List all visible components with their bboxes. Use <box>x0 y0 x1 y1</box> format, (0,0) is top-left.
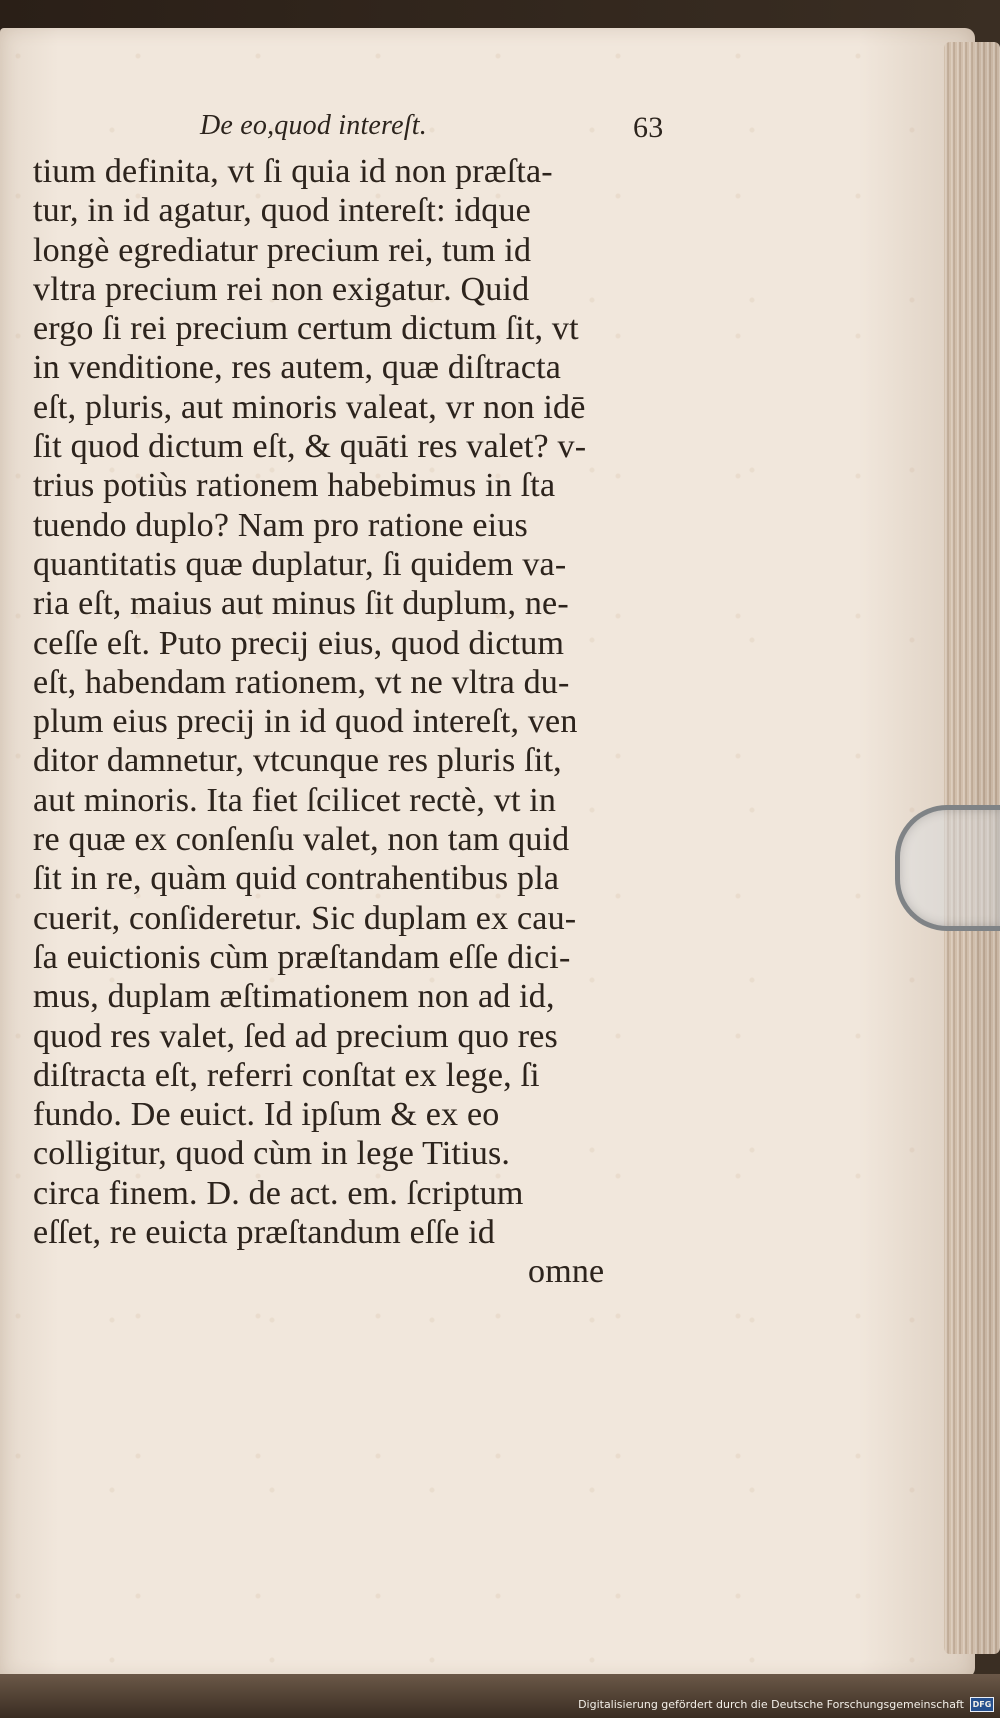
text-line: fundo. De euict. Id ipſum & ex eo <box>33 1096 500 1134</box>
text-line: eſt, pluris, aut minoris valeat, vr non idē <box>33 388 586 426</box>
running-head: De eo,quod intereſt. <box>200 110 427 141</box>
text-line: tium definita, vt ſi quia id non præſta- <box>33 153 553 190</box>
text-line: trius potiùs rationem habebimus in ſta <box>33 467 556 505</box>
text-line: longè egrediatur precium rei, tum id <box>33 231 532 269</box>
page-header <box>33 108 683 150</box>
text-line: circa finem. D. de act. em. ſcriptum <box>33 1174 524 1212</box>
text-line: eſſet, re euicta præſtandum eſſe id <box>33 1214 496 1252</box>
catchword: omne <box>528 1253 605 1291</box>
text-line: ditor damnetur, vtcunque res pluris ſit, <box>33 742 562 780</box>
text-line: ſit in re, quàm quid contrahentibus pla <box>33 860 560 898</box>
text-line: in venditione, res autem, quæ diſtracta <box>33 349 562 387</box>
text-line: mus, duplam æſtimationem non ad id, <box>33 978 555 1016</box>
text-line: ceſſe eſt. Puto precij eius, quod dictum <box>33 624 565 662</box>
text-line: vltra precium rei non exigatur. Quid <box>33 270 530 308</box>
text-line: ſa euictionis cùm præſtandam eſſe dici- <box>33 938 571 976</box>
text-line: ergo ſi rei precium certum dictum ſit, vt <box>33 310 579 348</box>
text-line: diſtracta eſt, referri conſtat ex lege, ſi <box>33 1056 540 1094</box>
text-line: quantitatis quæ duplatur, ſi quidem va- <box>33 545 567 583</box>
digitization-credit <box>578 1697 994 1712</box>
text-line: eſt, habendam rationem, vt ne vltra du- <box>33 663 570 701</box>
text-line: quod res valet, ſed ad precium quo res <box>33 1017 558 1055</box>
text-line: re quæ ex conſenſu valet, non tam quid <box>33 821 570 859</box>
page-clip <box>895 805 1000 931</box>
page-number: 63 <box>633 111 664 144</box>
dfg-logo: DFG <box>970 1697 994 1712</box>
page-text <box>33 108 683 1292</box>
text-line: ria eſt, maius aut minus ſit duplum, ne- <box>33 585 569 623</box>
text-line: cuerit, conſideretur. Sic duplam ex cau- <box>33 899 577 937</box>
text-line: aut minoris. Ita fiet ſcilicet rectè, vt in <box>33 781 557 819</box>
text-line: tur, in id agatur, quod intereſt: idque <box>33 192 531 230</box>
text-line: colligitur, quod cùm in lege Titius. <box>33 1135 511 1173</box>
text-line: plum eius precij in id quod intereſt, ven <box>33 703 578 741</box>
credit-text: Digitalisierung gefördert durch die Deutsche Forschungsgemeinschaft <box>578 1698 964 1711</box>
text-line: tuendo duplo? Nam pro ratione eius <box>33 506 528 544</box>
text-line: ſit quod dictum eſt, & quāti res valet? v- <box>33 428 587 466</box>
